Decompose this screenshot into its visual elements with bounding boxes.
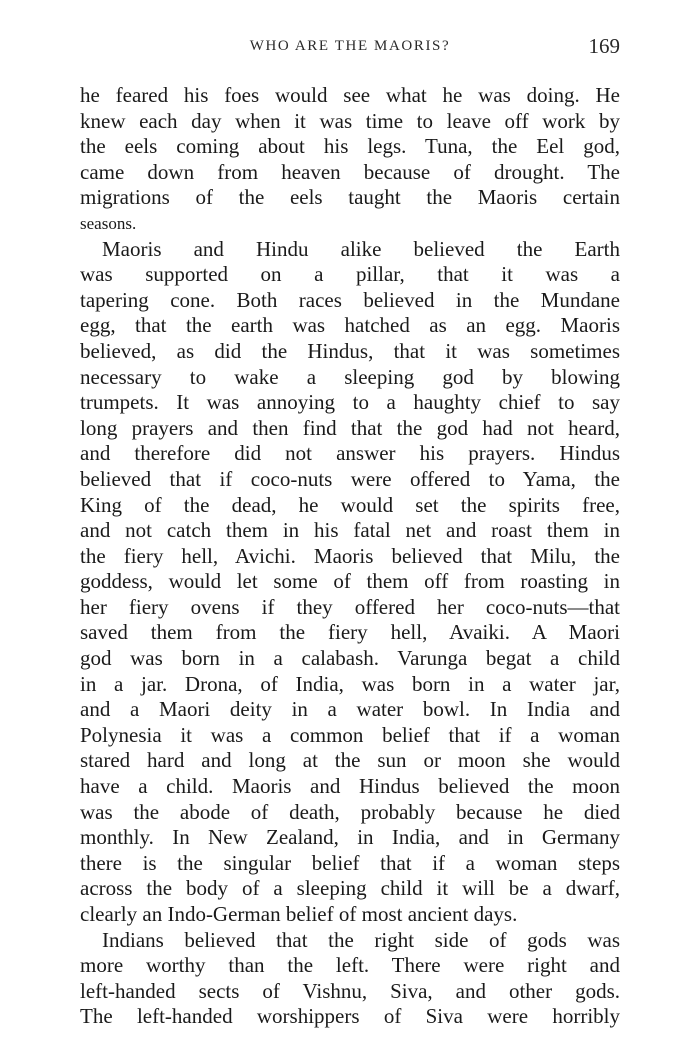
text-line: the eels coming about his legs. Tuna, the Eel god, [80, 134, 620, 159]
text-line: King of the dead, he would set the spirits free, [80, 492, 620, 517]
text-line: across the body of a sleeping child it will be a dwarf, [80, 876, 620, 901]
text-line: left-handed sects of Vishnu, Siva, and other gods. [80, 978, 620, 1003]
text-line: tapering cone. Both races believed in the Mundane [80, 287, 620, 312]
paragraph [80, 237, 620, 928]
text-line: stared hard and long at the sun or moon she would [80, 748, 620, 773]
running-title: WHO ARE THE MAORIS? [249, 38, 451, 54]
text-line: trumpets. It was annoying to a haughty chief to say [80, 390, 620, 415]
text-line: and therefore did not answer his prayers. Hindus [80, 441, 620, 466]
text-line: in a jar. Drona, of India, was born in a water jar, [80, 671, 620, 696]
text-line: goddess, would let some of them off from roasting in [80, 569, 620, 594]
text-line: more worthy than the left. There were right and [80, 953, 620, 978]
text-line: clearly an Indo-German belief of most ancient days. [80, 902, 518, 926]
text-line: was supported on a pillar, that it was a [80, 262, 620, 287]
text-line: believed that if coco-nuts were offered to Yama, the [80, 466, 620, 491]
text-line: came down from heaven because of drought. The [80, 159, 620, 184]
text-line: was the abode of death, probably because he died [80, 799, 620, 824]
text-line: god was born in a calabash. Varunga begat a child [80, 646, 620, 671]
paragraph [80, 928, 620, 1030]
text-line: her fiery ovens if they offered her coco-nuts—that [80, 594, 620, 619]
text-line: believed, as did the Hindus, that it was sometimes [80, 338, 620, 363]
text-line: The left-handed worshippers of Siva were horribly [80, 1004, 620, 1029]
text-line: knew each day when it was time to leave off work by [80, 108, 620, 133]
text-line: monthly. In New Zealand, in India, and in Germany [80, 825, 620, 850]
body-text [80, 83, 620, 1030]
text-line: egg, that the earth was hatched as an egg. Maoris [80, 313, 620, 338]
text-line: migrations of the eels taught the Maoris certain [80, 185, 620, 210]
text-line: he feared his foes would see what he was doing. He [80, 83, 620, 107]
text-line: there is the singular belief that if a woman steps [80, 850, 620, 875]
running-head [80, 34, 620, 64]
text-line: and a Maori deity in a water bowl. In India and [80, 697, 620, 722]
page-number: 169 [588, 34, 620, 58]
text-line: have a child. Maoris and Hindus believed the moon [80, 774, 620, 799]
text-line: necessary to wake a sleeping god by blowing [80, 364, 620, 389]
text-line: Polynesia it was a common belief that if a woman [80, 722, 620, 747]
text-line: the fiery hell, Avichi. Maoris believed that Milu, the [80, 543, 620, 568]
text-line: seasons. [80, 213, 137, 233]
paragraph [80, 83, 620, 237]
text-line: Maoris and Hindu alike believed the Earth [102, 236, 620, 261]
text-line: Indians believed that the right side of gods was [102, 927, 620, 952]
text-line: long prayers and then find that the god had not heard, [80, 415, 620, 440]
text-line: and not catch them in his fatal net and roast them in [80, 518, 620, 543]
text-line: saved them from the fiery hell, Avaiki. A Maori [80, 620, 620, 645]
